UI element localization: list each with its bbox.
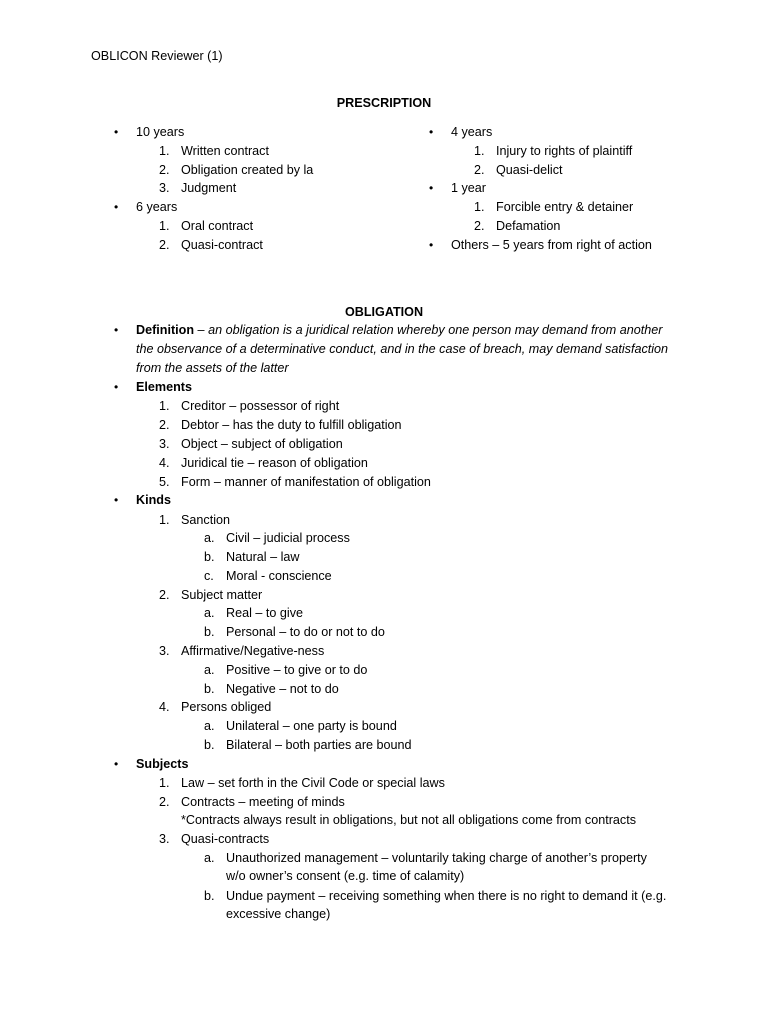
definition-label: Definition bbox=[136, 323, 195, 337]
list-number: 2. bbox=[159, 418, 170, 432]
list-number: 1. bbox=[159, 399, 170, 413]
list-number: 5. bbox=[159, 475, 170, 489]
sub-list-item: Moral - conscience bbox=[226, 569, 332, 583]
list-letter: b. bbox=[204, 550, 215, 564]
list-number: 2. bbox=[159, 238, 170, 252]
sub-list-item-continued: w/o owner’s consent (e.g. time of calamity) bbox=[226, 869, 465, 883]
list-item: Subject matter bbox=[181, 588, 263, 602]
list-item: Oral contract bbox=[181, 219, 254, 233]
list-item: Quasi-contract bbox=[181, 238, 263, 252]
list-item: Contracts – meeting of minds bbox=[181, 795, 345, 809]
list-item: Judgment bbox=[181, 181, 237, 195]
definition-line bbox=[136, 322, 662, 338]
sub-list-item: Bilateral – both parties are bound bbox=[226, 738, 412, 752]
list-letter: b. bbox=[204, 625, 215, 639]
list-number: 3. bbox=[159, 832, 170, 846]
list-item: Persons obliged bbox=[181, 700, 272, 714]
list-number: 2. bbox=[159, 795, 170, 809]
bullet-icon bbox=[114, 756, 118, 772]
list-letter: b. bbox=[204, 889, 215, 903]
definition-text: an obligation is a juridical relation whereby one person may demand from another bbox=[208, 323, 663, 337]
list-number: 3. bbox=[159, 644, 170, 658]
list-item: Sanction bbox=[181, 513, 231, 527]
prescription-right-group-label: Others – 5 years from right of action bbox=[451, 238, 652, 252]
sub-list-item: Unilateral – one party is bound bbox=[226, 719, 397, 733]
prescription-right-group-label: 1 year bbox=[451, 181, 487, 195]
bullet-icon bbox=[114, 124, 118, 140]
bullet-icon bbox=[114, 492, 118, 508]
sub-list-item: Positive – to give or to do bbox=[226, 663, 368, 677]
bullet-icon bbox=[114, 199, 118, 215]
definition-dash: – bbox=[194, 323, 209, 337]
list-number: 2. bbox=[474, 163, 485, 177]
list-number: 2. bbox=[159, 588, 170, 602]
list-letter: b. bbox=[204, 682, 215, 696]
kinds-label: Kinds bbox=[136, 493, 171, 507]
list-letter: a. bbox=[204, 851, 215, 865]
list-number: 3. bbox=[159, 181, 170, 195]
elements-label: Elements bbox=[136, 380, 192, 394]
prescription-title: PRESCRIPTION bbox=[336, 96, 432, 110]
prescription-left-group-label: 6 years bbox=[136, 200, 178, 214]
obligation-title: OBLIGATION bbox=[344, 305, 424, 319]
list-number: 4. bbox=[159, 700, 170, 714]
list-letter: b. bbox=[204, 738, 215, 752]
list-item: Quasi-delict bbox=[496, 163, 563, 177]
list-letter: c. bbox=[204, 569, 214, 583]
list-number: 1. bbox=[474, 144, 485, 158]
list-item: Written contract bbox=[181, 144, 269, 158]
definition-text: from the assets of the latter bbox=[136, 361, 289, 375]
list-number: 1. bbox=[159, 219, 170, 233]
document-header: OBLICON Reviewer (1) bbox=[91, 49, 223, 63]
bullet-icon bbox=[429, 180, 433, 196]
list-item: Defamation bbox=[496, 219, 561, 233]
bullet-icon bbox=[429, 124, 433, 140]
list-number: 2. bbox=[159, 163, 170, 177]
prescription-right-group-label: 4 years bbox=[451, 125, 493, 139]
list-item: Injury to rights of plaintiff bbox=[496, 144, 633, 158]
bullet-icon bbox=[114, 322, 118, 338]
list-number: 1. bbox=[159, 513, 170, 527]
list-number: 2. bbox=[474, 219, 485, 233]
list-letter: a. bbox=[204, 719, 215, 733]
subjects-label: Subjects bbox=[136, 757, 189, 771]
sub-list-item-continued: excessive change) bbox=[226, 907, 331, 921]
list-item: Object – subject of obligation bbox=[181, 437, 343, 451]
prescription-left-group-label: 10 years bbox=[136, 125, 185, 139]
list-letter: a. bbox=[204, 606, 215, 620]
sub-list-item: Undue payment – receiving something when there is no right to demand it (e.g. bbox=[226, 889, 667, 903]
sub-list-item: Civil – judicial process bbox=[226, 531, 350, 545]
list-number: 4. bbox=[159, 456, 170, 470]
list-number: 1. bbox=[159, 144, 170, 158]
bullet-icon bbox=[429, 237, 433, 253]
list-number: 3. bbox=[159, 437, 170, 451]
list-item: Debtor – has the duty to fulfill obligation bbox=[181, 418, 402, 432]
sub-list-item: Negative – not to do bbox=[226, 682, 339, 696]
list-number: 1. bbox=[159, 776, 170, 790]
list-item: Form – manner of manifestation of obligation bbox=[181, 475, 431, 489]
contracts-note: *Contracts always result in obligations, but not all obligations come from contracts bbox=[181, 813, 636, 827]
bullet-icon bbox=[114, 379, 118, 395]
list-item: Juridical tie – reason of obligation bbox=[181, 456, 368, 470]
sub-list-item: Unauthorized management – voluntarily taking charge of another’s property bbox=[226, 851, 647, 865]
list-item: Law – set forth in the Civil Code or special laws bbox=[181, 776, 445, 790]
list-item: Creditor – possessor of right bbox=[181, 399, 340, 413]
list-letter: a. bbox=[204, 531, 215, 545]
list-item: Affirmative/Negative-ness bbox=[181, 644, 325, 658]
sub-list-item: Real – to give bbox=[226, 606, 304, 620]
list-item: Quasi-contracts bbox=[181, 832, 270, 846]
sub-list-item: Personal – to do or not to do bbox=[226, 625, 385, 639]
definition-text: the observance of a determinative conduct, and in the case of breach, may demand satisfaction bbox=[136, 342, 669, 356]
sub-list-item: Natural – law bbox=[226, 550, 300, 564]
list-letter: a. bbox=[204, 663, 215, 677]
list-item: Forcible entry & detainer bbox=[496, 200, 634, 214]
list-number: 1. bbox=[474, 200, 485, 214]
list-item: Obligation created by la bbox=[181, 163, 314, 177]
